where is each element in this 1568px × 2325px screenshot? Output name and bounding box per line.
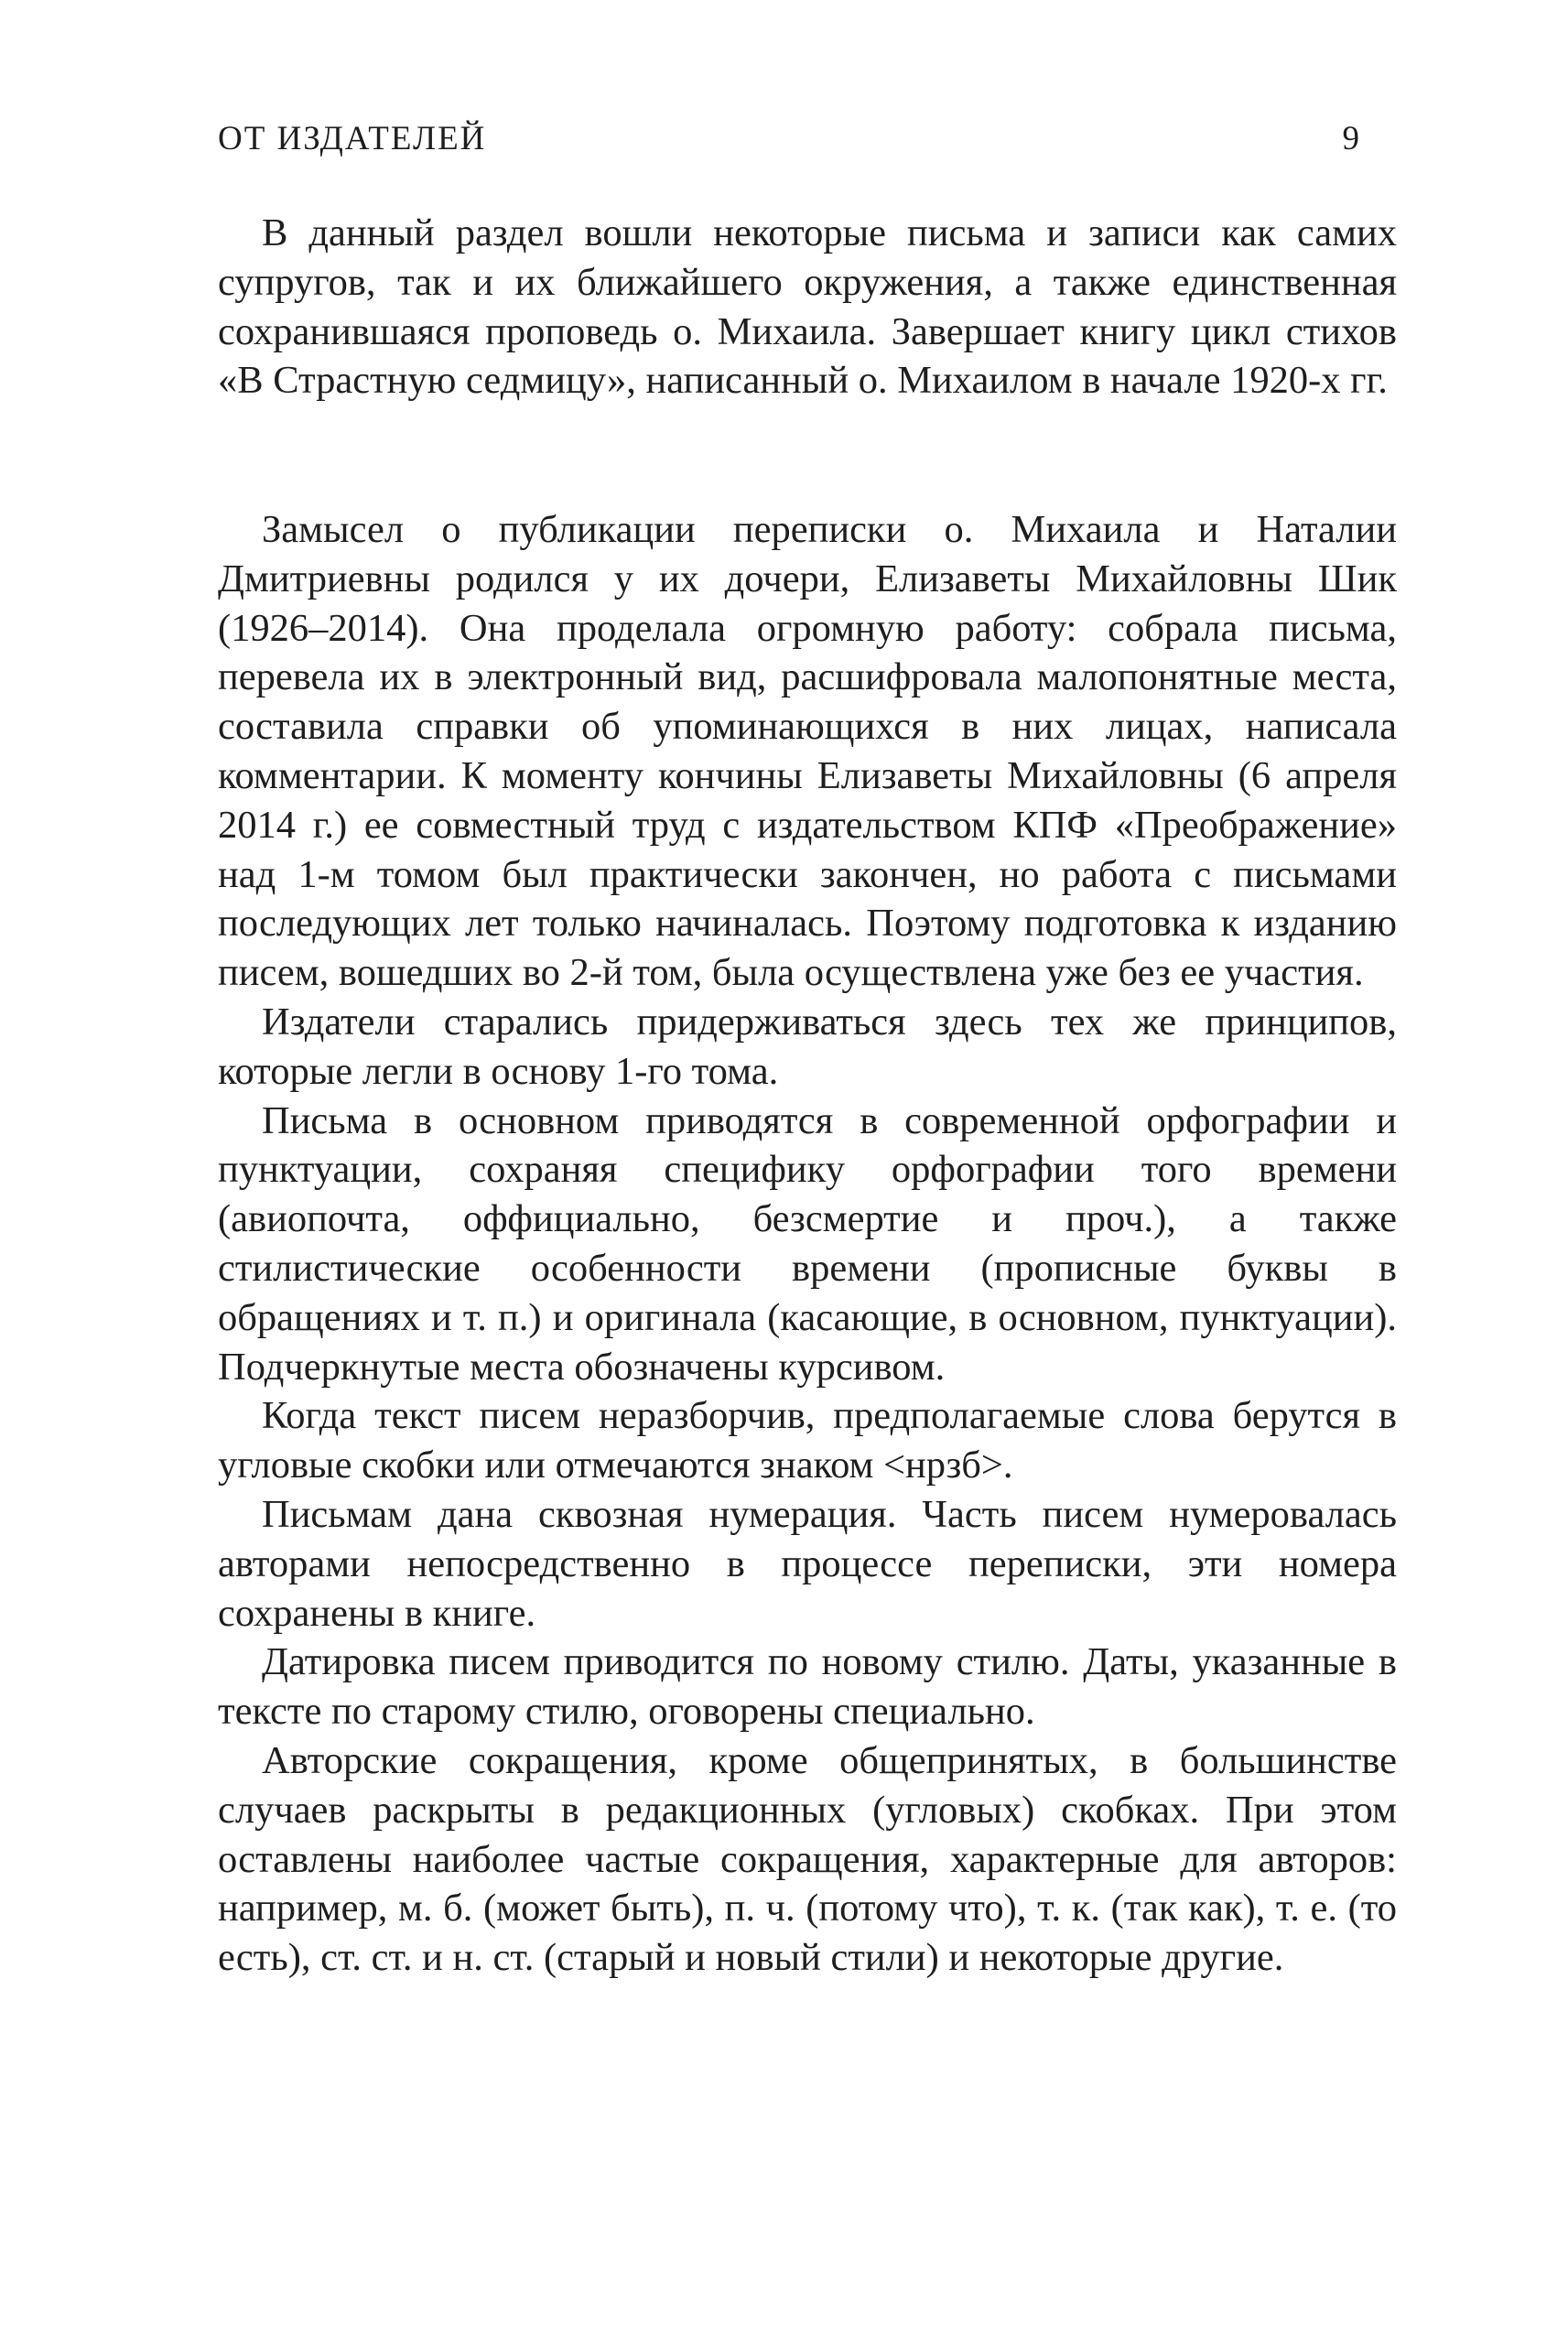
running-title: ОТ ИЗДАТЕЛЕЙ bbox=[218, 120, 487, 157]
paragraph: Письма в основном приводятся в современной орфографии и пунктуации, сохраняя специфику орфографии того времени (авиопочта, оффициально, безсмертие и проч.), а также стилистические особенности времени (прописные буквы в обращениях и т. п.) и оригинала (касающие, в основном, пунктуации). Подчеркнутые места обозначены курсивом. bbox=[218, 1098, 1397, 1389]
paragraph: Когда текст писем неразборчив, предполагаемые слова берутся в угловые скобки или отмечаются знаком <нрзб>. bbox=[218, 1394, 1397, 1487]
paragraph: Замысел о публикации переписки о. Михаила и Наталии Дмитриевны родился у их дочери, Елизаветы Михайловны Шик (1926–2014). Она проделала огромную работу: собрала письма, перевела их в электронный вид, расшифровала малопонятные места, составила справки об упоминающихся в них лицах, написала комментарии. К моменту кончины Елизаветы Михайловны (6 апреля 2014 г.) ее совместный труд с издательством КПФ «Преображение» над 1-м томом был практически закончен, но работа с письмами последующих лет только начиналась. Поэтому подготовка к изданию писем, вошедших во 2-й том, была осуществлена уже без ее участия. bbox=[218, 508, 1397, 995]
paragraph: В данный раздел вошли некоторые письма и записи как самих супругов, так и их ближайшего окружения, а также единственная сохранившаяся проповедь о. Михаила. Завершает книгу цикл стихов «В Страстную седмицу», написанный о. Михаилом в начале 1920-х гг. bbox=[218, 211, 1397, 403]
page-number: 9 bbox=[1342, 120, 1359, 157]
text-block-main bbox=[218, 505, 1397, 1983]
paragraph: Авторские сокращения, кроме общепринятых, в большинстве случаев раскрыты в редакционных (угловых) скобках. При этом оставлены наиболее частые сокращения, характерные для авторов: например, м. б. (может быть), п. ч. (потому что), т. к. (так как), т. е. (то есть), ст. ст. и н. ст. (старый и новый стили) и некоторые другие. bbox=[218, 1738, 1397, 1980]
running-head bbox=[218, 115, 1359, 163]
paragraph: Письмам дана сквозная нумерация. Часть писем нумеровалась авторами непосредственно в процессе переписки, эти номера сохранены в книге. bbox=[218, 1492, 1397, 1635]
paragraph: Издатели старались придерживаться здесь тех же принципов, которые легли в основу 1-го тома. bbox=[218, 1000, 1397, 1093]
paragraph: Датировка писем приводится по новому стилю. Даты, указанные в тексте по старому стилю, оговорены специально. bbox=[218, 1640, 1397, 1734]
text-block-intro bbox=[218, 209, 1397, 406]
